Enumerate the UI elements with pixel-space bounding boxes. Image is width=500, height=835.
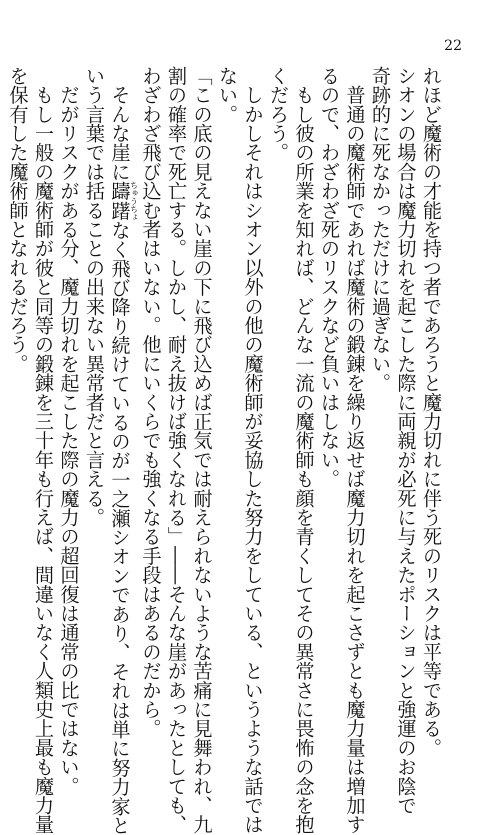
ruby-reading: ちゅうちょ (129, 180, 139, 221)
text-line: だがリスクがある分、魔力切れを起こした際の魔力の超回復は通常の比ではない。 (57, 66, 81, 796)
text-line: もし一般の魔術師が彼と同等の鍛錬を三十年も行えば、間違いなく人類史上最も魔力量 (32, 66, 55, 834)
text-line: しかしそれはシオン以外の他の魔術師が妥協した努力をしている、というような話では (241, 66, 265, 834)
text-line: 奇跡的に死なかっただけに過ぎない。 (369, 66, 392, 393)
text-line: くだろう。 (267, 66, 290, 162)
text-line: 普通の魔術師であれば魔術の鍛錬を繰り返せば魔力切れを起こさずとも魔力量は増加す (343, 66, 367, 835)
page-number: 22 (444, 38, 462, 54)
vertical-text-body (6, 66, 444, 835)
text-line: わざわざ飛び込む者はいない。他にいくらでも強くなる手段はあるのだから。 (139, 66, 163, 738)
text-line-with-ruby: そんな崖に躊躇ちゅうちょなく飛び降り続けているのが一之瀬シオンであり、それは単に努力家と (108, 66, 139, 835)
text-line: もし彼の所業を知れば、どんな一流の魔術師も顔を青くしてその異常さに畏怖の念を抱 (292, 66, 316, 834)
ruby-base: 躊躇 (108, 180, 132, 221)
text-line: 「この底の見えない崖の下に飛び込めば正気では耐えられないような苦痛に見舞われ、九 (190, 66, 214, 834)
text-line: シオンの場合は魔力切れを起こした際に両親が必死に与えたポーションと強運のお陰で (394, 66, 418, 815)
text-line: ない。 (216, 66, 239, 124)
text-line: いう言葉では括ることの出来ない異常者だと言える。 (83, 66, 106, 527)
text-line: 割の確率で死亡する。しかし、耐え抜けば強くなれる」――そんな崖があったとしても、 (165, 66, 188, 834)
text-line: れほど魔術の才能を持つ者であろうと魔力切れに伴う死のリスクは平等である。 (420, 66, 443, 758)
ruby-annotation (108, 180, 139, 221)
text-line: るので、わざわざ死のリスクなど負いはしない。 (318, 66, 341, 489)
text-line: を保有した魔術師となれるだろう。 (6, 66, 30, 374)
